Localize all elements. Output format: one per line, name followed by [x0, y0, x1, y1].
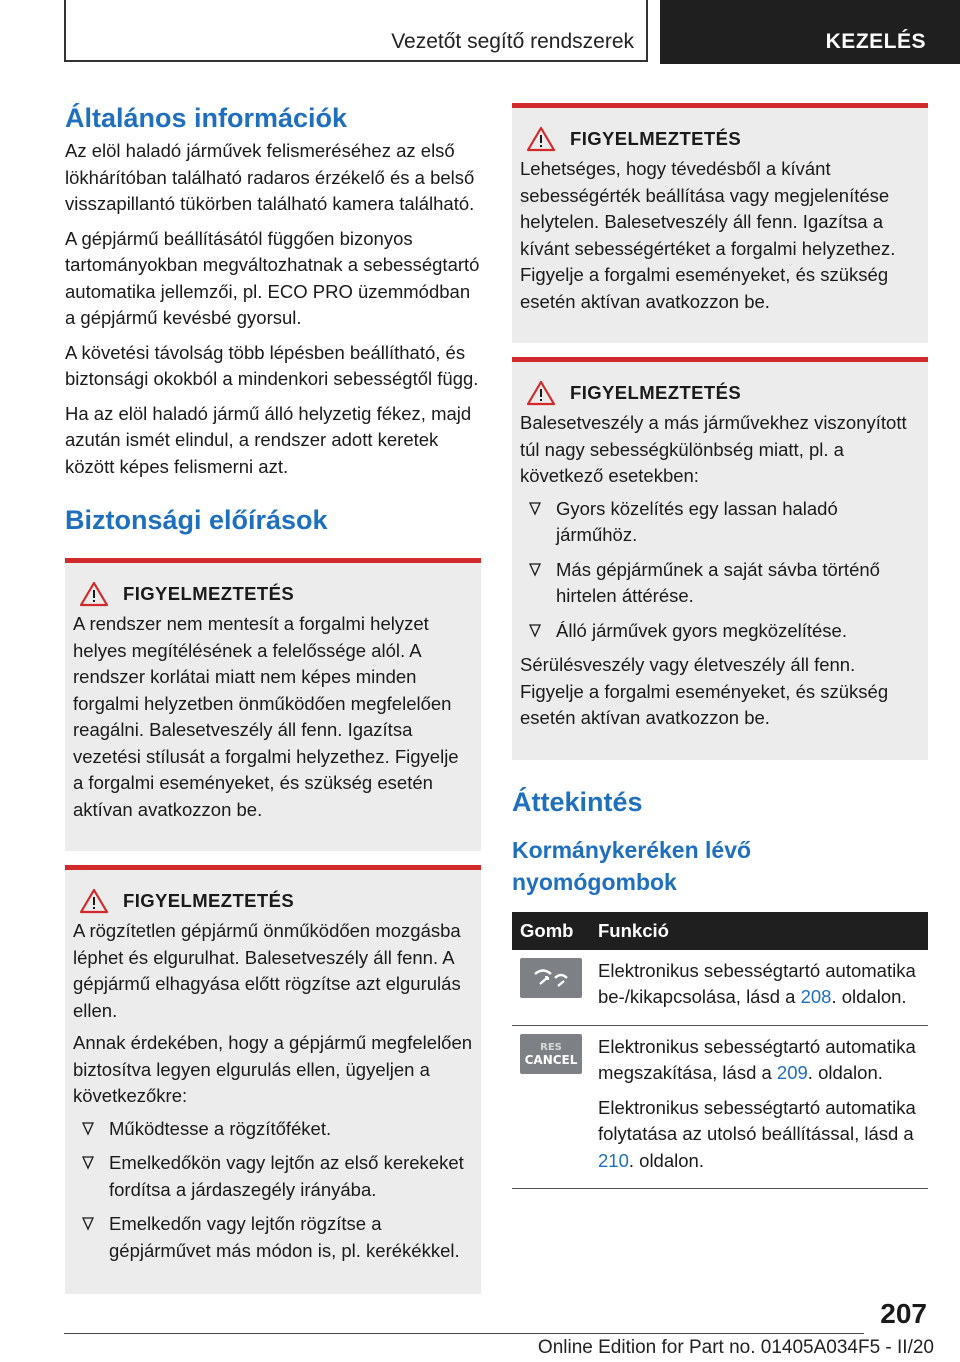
warning-box-4 — [512, 357, 928, 760]
warning-title: FIGYELMEZTETÉS — [570, 382, 742, 403]
warning-bullet-list — [73, 1116, 473, 1265]
section-tab — [660, 0, 960, 64]
overview-heading: Áttekintés — [512, 786, 643, 817]
function-text: Elektronikus sebességtartó automatika megszakítása, lásd a — [598, 1035, 916, 1083]
table-cell-function — [590, 1025, 928, 1189]
function-text: . oldalon. — [831, 986, 907, 1007]
list-item — [73, 1211, 473, 1264]
warning-text: Annak érdekében, hogy a gépjármű megfelelően biztosítva legyen elgurulás ellen, ügyeljen a következőkre: — [73, 1032, 473, 1106]
bullet-triangle-icon — [528, 624, 542, 638]
bullet-triangle-icon — [81, 1217, 95, 1231]
res-cancel-button-image — [520, 1034, 582, 1074]
warning-box-1 — [65, 558, 481, 851]
list-item — [73, 1150, 473, 1203]
warning-title: FIGYELMEZTETÉS — [123, 583, 295, 604]
warning-title: FIGYELMEZTETÉS — [570, 128, 742, 149]
chapter-title: Vezetőt segítő rendszerek — [391, 30, 634, 53]
bullet-text: Emelkedőn vagy lejtőn rögzítse a gépjárművet más módon is, pl. kerékékkel. — [109, 1213, 460, 1261]
bullet-text: Gyors közelítés egy lassan haladó járműhöz. — [556, 497, 838, 545]
function-text: . oldalon. — [807, 1062, 883, 1083]
general-paragraph: A gépjármű beállításától függően bizonyos tartományokban megváltozhatnak a sebességtartó automatika jellemzői, pl. ECO PRO üzemmódban a gépjármű kevésbé gyorsul. — [65, 227, 480, 328]
warning-bullet-list — [520, 496, 920, 645]
page-link-210[interactable]: 210 — [598, 1149, 629, 1171]
table-cell-icon — [512, 950, 590, 1026]
function-text: Elektronikus sebességtartó automatika be-/kikapcsolása, lásd a — [598, 959, 916, 1007]
general-heading: Általános információk — [65, 103, 348, 133]
left-column — [65, 98, 481, 1294]
edition-note: Online Edition for Part no. 01405A034F5 - II/20 — [537, 1337, 934, 1358]
bullet-text: Emelkedőkön vagy lejtőn az első kerekeket fordítsa a járdaszegély irányába. — [109, 1152, 464, 1200]
warning-triangle-icon — [526, 126, 556, 152]
warning-text: Sérülésveszély vagy életveszély áll fenn. Figyelje a forgalmi eseményeket, és szükség esetén aktívan avatkozzon be. — [520, 654, 889, 728]
function-text: . oldalon. — [628, 1149, 704, 1171]
warning-title: FIGYELMEZTETÉS — [123, 890, 295, 911]
column-header-function: Funkció — [590, 912, 928, 950]
warning-text: Lehetséges, hogy tévedésből a kívánt sebességérték beállítása vagy megjelenítése helytelen. Balesetveszély áll fenn. Igazítsa a kívánt sebességértéket a forgalmi helyzethez. Figyelje a forgalmi eseményeket, és szükség esetén aktívan avatkozzon be. — [520, 158, 896, 312]
warning-box-2 — [65, 865, 481, 1294]
page-number: 207 — [880, 1298, 927, 1329]
page-link-208[interactable]: 208 — [800, 986, 832, 1007]
table-header-row — [512, 912, 928, 950]
list-item — [73, 1116, 473, 1143]
res-label: RES — [540, 1041, 562, 1053]
warning-text: Balesetveszély a más járművekhez viszonyított túl nagy sebességkülönbség miatt, pl. a következő esetekben: — [520, 412, 907, 486]
general-paragraph: Ha az elöl haladó jármű álló helyzetig fékez, majd azután ismét elindul, a rendszer adott keretek között képes felismerni azt. — [65, 402, 472, 477]
table-cell-function — [590, 950, 928, 1026]
table-row — [512, 1025, 928, 1189]
list-item — [520, 618, 920, 645]
function-paragraph — [598, 1095, 920, 1175]
warning-triangle-icon — [79, 888, 109, 914]
warning-box-3 — [512, 103, 928, 343]
bullet-triangle-icon — [81, 1122, 95, 1136]
bullet-triangle-icon — [528, 502, 542, 516]
table-row — [512, 950, 928, 1026]
bullet-text: Álló járművek gyors megközelítése. — [556, 619, 847, 641]
list-item — [520, 557, 920, 610]
warning-text: A rendszer nem mentesít a forgalmi helyzet helyes megítélésének a felelőssége alól. A rendszer korlátai miatt nem képes minden forgalmi helyzetben önműködően megfelelően reagálni. Balesetveszély áll fenn. Igazítsa vezetési stílusát a forgalmi helyzethez. Figyelje a forgalmi eseményeket, és szükség esetén aktívan avatkozzon be. — [73, 613, 459, 820]
list-item — [520, 496, 920, 549]
footer-divider — [64, 1333, 864, 1334]
function-text: Elektronikus sebességtartó automatika folytatása az utolsó beállítással, lásd a — [598, 1096, 916, 1144]
buttons-subheading: Kormánykeréken lévő nyomógombok — [512, 836, 752, 895]
table-cell-icon — [512, 1025, 590, 1189]
general-paragraph: A követési távolság több lépésben beállítható, és biztonsági okokból a mindenkori sebességtől függ. — [65, 341, 479, 389]
safety-heading: Biztonsági előírások — [65, 505, 328, 535]
cancel-label: CANCEL — [524, 1052, 578, 1067]
column-header-button: Gomb — [512, 912, 590, 950]
bullet-triangle-icon — [528, 563, 542, 577]
cruise-control-button-image — [520, 958, 582, 998]
bullet-triangle-icon — [81, 1156, 95, 1170]
page-link-209[interactable]: 209 — [776, 1062, 808, 1083]
warning-triangle-icon — [79, 581, 109, 607]
bullet-text: Más gépjárműnek a saját sávba történő hirtelen áttérése. — [556, 558, 880, 606]
function-paragraph — [598, 1034, 920, 1087]
button-function-table — [512, 912, 928, 1190]
res-cancel-icon — [525, 1042, 578, 1066]
warning-triangle-icon — [526, 380, 556, 406]
section-tab-label: KEZELÉS — [825, 30, 926, 53]
warning-text: A rögzítetlen gépjármű önműködően mozgásba léphet és elgurulhat. Balesetveszély áll fenn. A gépjármű elhagyása előtt rögzítse azt elgurulás ellen. — [73, 920, 461, 1021]
bullet-text: Működtesse a rögzítőféket. — [109, 1117, 332, 1139]
general-paragraph: Az elöl haladó járművek felismeréséhez az első lökhárítóban található radaros érzékelő és a belső visszapillantó tükörben található kamera található. — [65, 140, 475, 214]
right-column — [512, 103, 928, 1189]
header-chapter-box — [64, 0, 648, 62]
cruise-control-icon — [531, 964, 571, 992]
